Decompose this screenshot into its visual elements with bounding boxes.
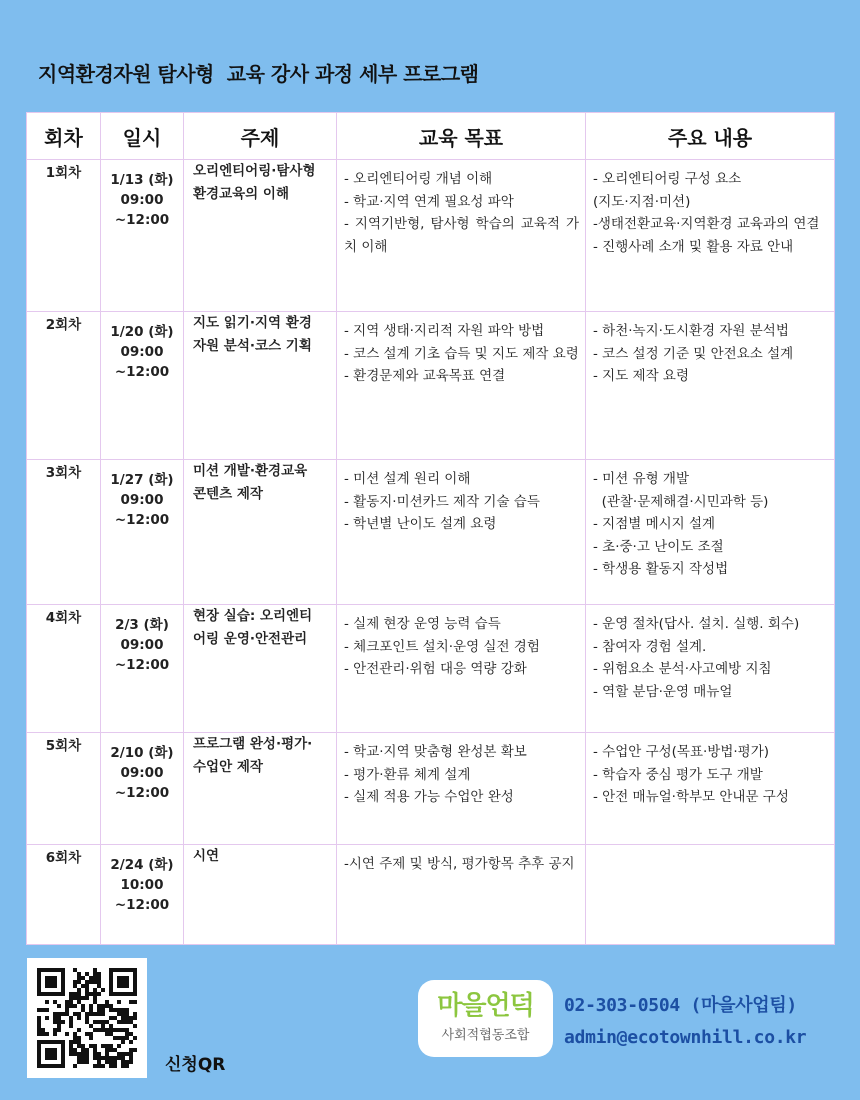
session-datetime <box>101 312 184 460</box>
session-date: 1/13 (화) <box>110 172 174 188</box>
content-item: - 초·중·고 난이도 조절 <box>593 538 724 555</box>
content-item: - 지점별 메시지 설계 <box>593 516 716 532</box>
qr-code[interactable] <box>27 958 147 1078</box>
session-datetime <box>101 733 184 845</box>
table-header-row <box>27 113 835 160</box>
session-topic: 지도 읽기·지역 환경자원 분석·코스 기획 <box>184 312 337 460</box>
qr-code-image <box>27 958 147 1078</box>
session-number: 4회차 <box>27 605 101 733</box>
goal-item: - 환경문제와 교육목표 연결 <box>344 368 506 384</box>
content-item: - 역할 분담·운영 매뉴얼 <box>593 683 733 700</box>
logo-subtitle: 사회적협동조합 <box>441 1028 530 1043</box>
session-time-start: 09:00 <box>120 344 164 360</box>
logo-name: 마을언덕 <box>437 991 534 1021</box>
content-item: (관찰·문제해결·시민과학 등) <box>593 493 769 510</box>
goal-item: - 체크포인트 설치·운영 실전 경험 <box>344 638 540 655</box>
session-goals <box>337 733 586 845</box>
header-goals: 교육 목표 <box>337 113 586 160</box>
content-item: - 코스 설정 기준 및 안전요소 설계 <box>593 345 794 362</box>
page-title: 지역환경자원 탐사형 교육 강사 과정 세부 프로그램 <box>38 62 479 86</box>
header-topic: 주제 <box>184 113 337 160</box>
session-date: 2/10 (화) <box>110 745 174 761</box>
session-goals <box>337 605 586 733</box>
content-item: - 학습자 중심 평가 도구 개발 <box>593 766 763 783</box>
goal-item: - 지역기반형, 탐사형 학습의 교육적 가치 이해 <box>344 216 579 255</box>
session-time-start: 09:00 <box>120 492 164 508</box>
contact-email[interactable]: admin@ecotownhill.co.kr <box>564 1027 807 1048</box>
content-item: - 하천·녹지·도시환경 자원 분석법 <box>593 323 789 339</box>
session-topic: 현장 실습: 오리엔티어링 운영·안전관리 <box>184 605 337 733</box>
session-contents <box>586 312 835 460</box>
session-contents <box>586 845 835 945</box>
goal-item: - 학교·지역 연계 필요성 파악 <box>344 193 514 210</box>
session-time-start: 09:00 <box>120 637 164 653</box>
session-goals <box>337 460 586 605</box>
session-date: 2/3 (화) <box>115 617 169 633</box>
session-topic: 시연 <box>184 845 337 945</box>
session-time-start: 10:00 <box>120 877 164 893</box>
goal-item: - 미션 설계 원리 이해 <box>344 471 471 487</box>
content-item: - 수업안 구성(목표·방법·평가) <box>593 744 770 760</box>
contact-phone[interactable]: 02-303-0504 (마을사업팀) <box>564 995 797 1016</box>
header-contents: 주요 내용 <box>586 113 835 160</box>
session-topic: 프로그램 완성·평가·수업안 제작 <box>184 733 337 845</box>
table-row <box>27 460 835 605</box>
table-row <box>27 312 835 460</box>
session-time-end: ~12:00 <box>114 785 170 801</box>
session-goals <box>337 845 586 945</box>
session-topic: 오리엔티어링·탐사형 환경교육의 이해 <box>184 160 337 312</box>
session-date: 2/24 (화) <box>110 857 174 873</box>
goal-item: - 안전관리·위험 대응 역량 강화 <box>344 661 527 677</box>
goal-item: - 실제 적용 가능 수업안 완성 <box>344 789 514 805</box>
organization-logo <box>418 980 553 1057</box>
content-item: - 학생용 활동지 작성법 <box>593 561 729 577</box>
session-number: 2회차 <box>27 312 101 460</box>
header-session: 회차 <box>27 113 101 160</box>
session-date: 1/20 (화) <box>110 324 174 340</box>
session-datetime <box>101 160 184 312</box>
session-goals <box>337 312 586 460</box>
session-time-end: ~12:00 <box>114 897 170 913</box>
session-goals <box>337 160 586 312</box>
session-number: 6회차 <box>27 845 101 945</box>
content-item: - 오리엔티어링 구성 요소 <box>593 171 742 187</box>
qr-label: 신청QR <box>165 1055 226 1075</box>
content-item: - 미션 유형 개발 <box>593 471 689 487</box>
session-date: 1/27 (화) <box>110 472 174 488</box>
table-row <box>27 160 835 312</box>
session-number: 1회차 <box>27 160 101 312</box>
session-time-end: ~12:00 <box>114 657 170 673</box>
goal-item: - 학년별 난이도 설계 요령 <box>344 516 497 532</box>
session-number: 3회차 <box>27 460 101 605</box>
content-item: (지도·지점·미션) <box>593 193 691 210</box>
content-item: - 안전 매뉴얼·학부모 안내문 구성 <box>593 789 789 805</box>
session-time-end: ~12:00 <box>114 512 170 528</box>
session-time-start: 09:00 <box>120 192 164 208</box>
session-contents <box>586 460 835 605</box>
content-item: -생태전환교육·지역환경 교육과의 연결 <box>593 216 820 232</box>
goal-item: - 코스 설계 기초 습득 및 지도 제작 요령 <box>344 345 579 362</box>
session-datetime <box>101 605 184 733</box>
goal-item: - 지역 생태·지리적 자원 파악 방법 <box>344 323 545 339</box>
goal-item: - 평가·환류 체계 설계 <box>344 766 471 783</box>
goal-item: - 실제 현장 운영 능력 습득 <box>344 616 501 632</box>
content-item: - 진행사례 소개 및 활용 자료 안내 <box>593 238 794 255</box>
session-datetime <box>101 460 184 605</box>
session-contents <box>586 605 835 733</box>
session-datetime <box>101 845 184 945</box>
content-item: - 위험요소 분석·사고예방 지침 <box>593 661 772 677</box>
table-row <box>27 845 835 945</box>
goal-item: - 학교·지역 맞춤형 완성본 확보 <box>344 744 527 760</box>
session-contents <box>586 160 835 312</box>
goal-item: -시연 주제 및 방식, 평가항목 추후 공지 <box>344 856 575 872</box>
session-time-start: 09:00 <box>120 765 164 781</box>
content-item: - 참여자 경험 설계. <box>593 638 707 655</box>
header-date: 일시 <box>101 113 184 160</box>
session-number: 5회차 <box>27 733 101 845</box>
goal-item: - 활동지·미션카드 제작 기술 습득 <box>344 493 540 510</box>
session-time-end: ~12:00 <box>114 212 170 228</box>
session-contents <box>586 733 835 845</box>
program-table <box>26 112 835 945</box>
table-row <box>27 733 835 845</box>
contact-info <box>564 990 806 1054</box>
content-item: - 지도 제작 요령 <box>593 368 689 384</box>
goal-item: - 오리엔티어링 개념 이해 <box>344 171 493 187</box>
content-item: - 운영 절차(답사. 설치. 실행. 회수) <box>593 616 800 632</box>
table-row <box>27 605 835 733</box>
session-topic: 미션 개발·환경교육 콘텐츠 제작 <box>184 460 337 605</box>
session-time-end: ~12:00 <box>114 364 170 380</box>
